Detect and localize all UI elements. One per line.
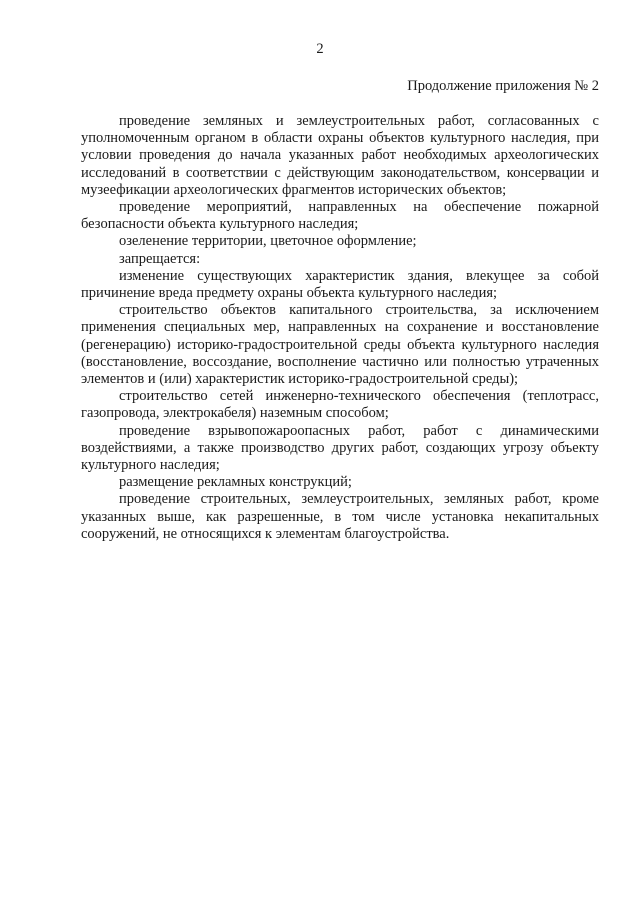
paragraph-fire-safety: проведение мероприятий, направленных на обеспечение пожарной безопасности объекта культурного наследия; xyxy=(81,199,599,233)
paragraph-earthworks: проведение земляных и землеустроительных работ, согласованных с уполномоченным органом в области охраны объектов культурного наследия, при условии проведения до начала указанных работ необходимых археологических исследований в соответствии с действующим законодательством, консервации и музеефикации археологических фрагментов исторических объектов; xyxy=(81,113,599,198)
paragraph-utility-networks: строительство сетей инженерно-технического обеспечения (теплотрасс, газопровода, электрокабеля) наземным способом; xyxy=(81,388,599,422)
paragraph-capital-construction: строительство объектов капитального строительства, за исключением применения специальных мер, направленных на сохранение и восстановление (регенерацию) историко-градостроительной среды объекта культурного наследия (восстановление, воссоздание, восполнение частично или полностью утраченных элементов и (или) характеристик историко-градостроительной среды); xyxy=(81,302,599,388)
body-text xyxy=(81,113,599,543)
paragraph-landscaping: озеленение территории, цветочное оформление; xyxy=(119,233,417,250)
paragraph-other-works: проведение строительных, землеустроительных, земляных работ, кроме указанных выше, как разрешенные, в том числе установка некапитальных сооружений, не относящихся к элементам благоустройства. xyxy=(81,491,599,542)
paragraph-explosive-works: проведение взрывопожароопасных работ, работ с динамическими воздействиями, а также производство других работ, создающих угрозу объекту культурного наследия; xyxy=(81,422,599,474)
paragraph-advertising: размещение рекламных конструкций; xyxy=(119,474,352,491)
page-number: 2 xyxy=(316,41,324,57)
paragraph-prohibited: запрещается: xyxy=(119,250,201,267)
appendix-label: Продолжение приложения № 2 xyxy=(407,78,599,94)
paragraph-building-changes: изменение существующих характеристик здания, влекущее за собой причинение вреда предмету охраны объекта культурного наследия; xyxy=(81,267,599,302)
